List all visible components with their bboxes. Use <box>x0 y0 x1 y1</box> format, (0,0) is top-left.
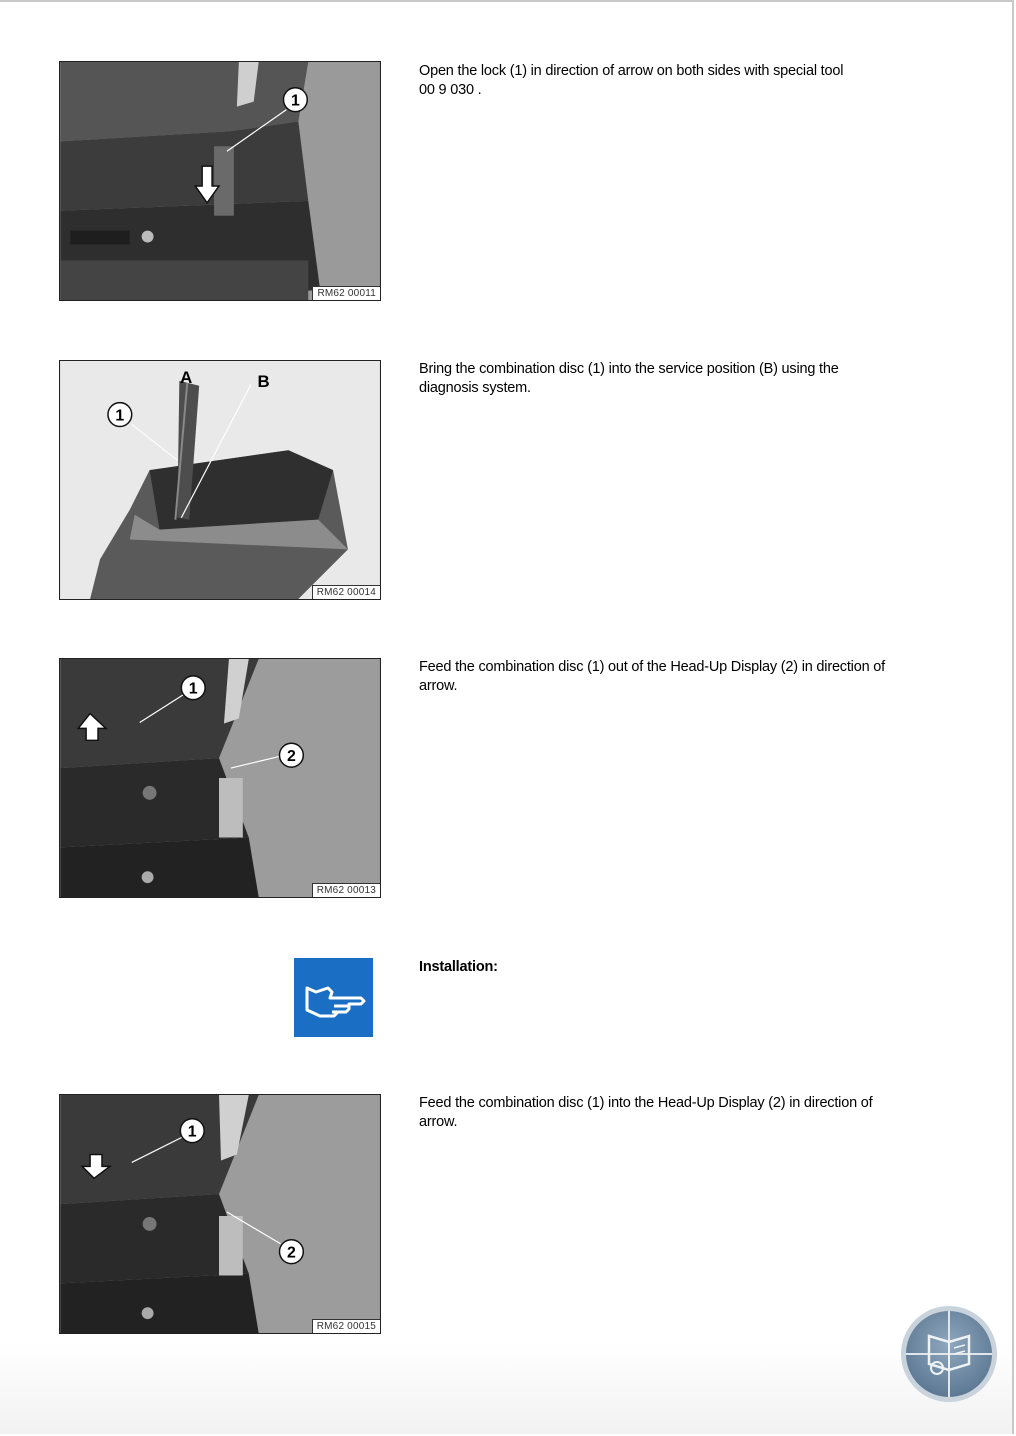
pointing-hand-note-icon <box>294 958 373 1037</box>
feed-in-illustration <box>60 1095 380 1333</box>
figure-service-position <box>59 360 381 600</box>
step-instruction: Bring the combination disc (1) into the service position (B) using the diagnosis system. <box>419 361 839 396</box>
callout-a: A <box>180 367 193 387</box>
figure-lock-release <box>59 61 381 301</box>
callout-2: 2 <box>286 748 296 766</box>
figure-code: RM62 00011 <box>312 286 380 300</box>
step-instruction: Feed the combination disc (1) out of the Head-Up Display (2) in direction of arrow. <box>419 659 885 694</box>
figure-code: RM62 00015 <box>312 1319 380 1333</box>
installation-heading: Installation: <box>419 959 498 975</box>
callout-b: B <box>257 371 270 391</box>
figure-code: RM62 00013 <box>312 883 380 897</box>
callout-1: 1 <box>115 407 125 425</box>
step-instruction: Open the lock (1) in direction of arrow on both sides with special tool 00 9 030 . <box>419 63 844 98</box>
figure-feed-out <box>59 658 381 898</box>
callout-1: 1 <box>188 680 198 698</box>
callout-1: 1 <box>290 92 300 110</box>
callout-2: 2 <box>286 1244 296 1262</box>
manual-viewer-logo-icon[interactable] <box>899 1304 999 1404</box>
lock-release-illustration <box>60 62 380 300</box>
callout-1: 1 <box>187 1123 197 1141</box>
figure-code: RM62 00014 <box>312 585 380 599</box>
figure-feed-in <box>59 1094 381 1334</box>
feed-out-illustration <box>60 659 380 897</box>
service-position-illustration <box>60 361 380 599</box>
step-instruction: Feed the combination disc (1) into the Head-Up Display (2) in direction of arrow. <box>419 1095 873 1130</box>
